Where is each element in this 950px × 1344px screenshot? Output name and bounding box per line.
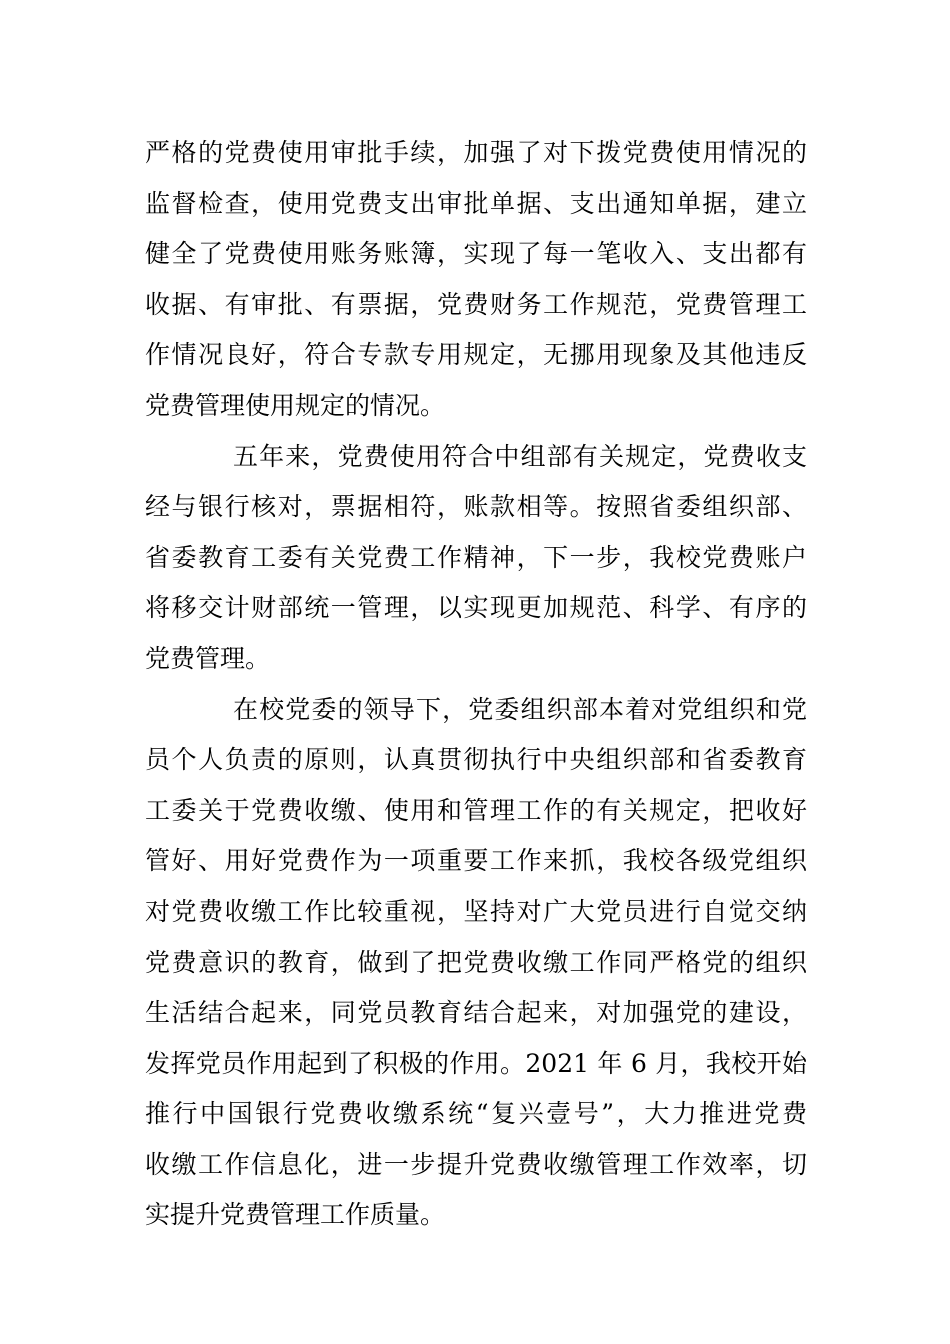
text-line: 党费意识的教育，做到了把党费收缴工作同严格党的组织 xyxy=(145,947,807,977)
document-body xyxy=(145,128,807,1241)
text-line: 发挥党员作用起到了积极的作用。2021 年 6 月，我校开始 xyxy=(145,1048,807,1078)
text-line: 五年来，党费使用符合中组部有关规定，党费收支 xyxy=(233,441,807,471)
text-line: 实提升党费管理工作质量。 xyxy=(145,1200,446,1230)
text-line: 健全了党费使用账务账簿，实现了每一笔收入、支出都有 xyxy=(145,239,807,269)
text-line: 收缴工作信息化，进一步提升党费收缴管理工作效率，切 xyxy=(145,1149,807,1179)
text-line: 推行中国银行党费收缴系统“复兴壹号”，大力推进党费 xyxy=(145,1099,807,1129)
text-line: 管好、用好党费作为一项重要工作来抓，我校各级党组织 xyxy=(145,846,807,876)
text-line: 监督检查，使用党费支出审批单据、支出通知单据，建立 xyxy=(145,188,807,218)
text-line: 对党费收缴工作比较重视，坚持对广大党员进行自觉交纳 xyxy=(145,896,807,926)
text-line: 严格的党费使用审批手续，加强了对下拨党费使用情况的 xyxy=(145,138,807,167)
text-line: 在校党委的领导下，党委组织部本着对党组织和党 xyxy=(233,694,807,724)
paragraph-3 xyxy=(145,685,807,1242)
text-line: 省委教育工委有关党费工作精神，下一步，我校党费账户 xyxy=(145,542,807,572)
text-line: 收据、有审批、有票据，党费财务工作规范，党费管理工 xyxy=(145,289,807,319)
text-line: 生活结合起来，同党员教育结合起来，对加强党的建设， xyxy=(145,998,807,1028)
text-line: 将移交计财部统一管理，以实现更加规范、科学、有序的 xyxy=(145,593,807,623)
text-line: 党费管理。 xyxy=(145,643,271,673)
text-line: 员个人负责的原则，认真贯彻执行中央组织部和省委教育 xyxy=(145,745,807,775)
text-line: 经与银行核对，票据相符，账款相等。按照省委组织部、 xyxy=(145,492,807,522)
text-line: 党费管理使用规定的情况。 xyxy=(145,390,446,420)
text-line: 作情况良好，符合专款专用规定，无挪用现象及其他违反 xyxy=(145,340,807,370)
paragraph-1 xyxy=(145,128,807,432)
text-line: 工委关于党费收缴、使用和管理工作的有关规定，把收好 xyxy=(145,795,807,825)
paragraph-2 xyxy=(145,432,807,685)
